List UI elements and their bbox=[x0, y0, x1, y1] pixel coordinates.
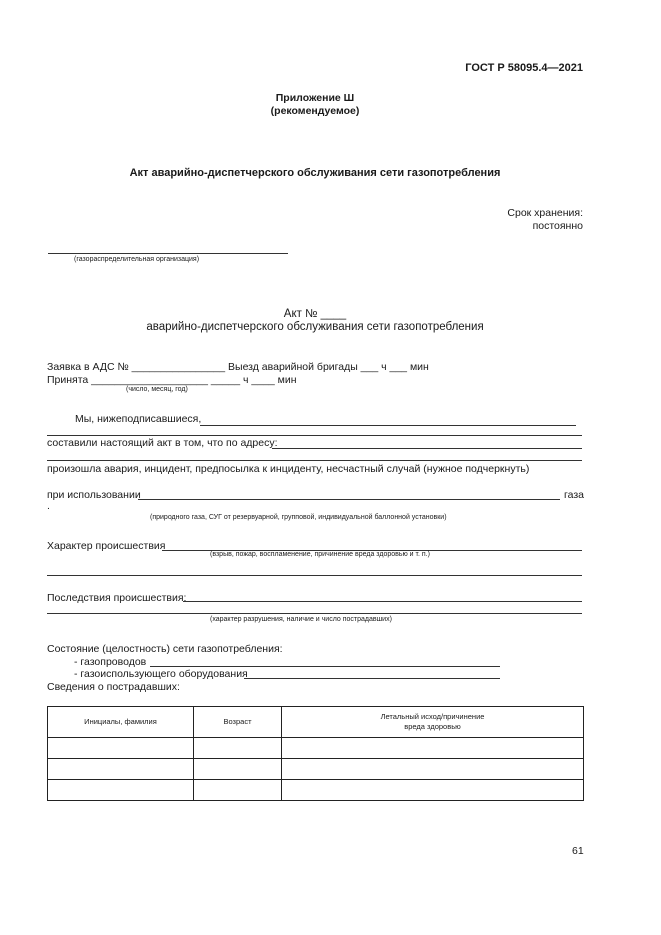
pipelines-line bbox=[150, 666, 500, 667]
equipment-line bbox=[244, 678, 500, 679]
address-line-2 bbox=[47, 460, 582, 461]
nature-line-2 bbox=[47, 575, 582, 576]
accepted-caption: (число, месяц, год) bbox=[126, 386, 188, 393]
appendix-title: Приложение Ш bbox=[275, 92, 355, 104]
table-cell[interactable] bbox=[48, 780, 194, 801]
table-cell[interactable] bbox=[194, 759, 282, 780]
using-line bbox=[138, 499, 560, 500]
pipelines-label: - газопроводов bbox=[74, 656, 147, 668]
undersigned-label: Мы, нижеподписавшиеся, bbox=[75, 413, 202, 425]
consequences-line-2 bbox=[47, 613, 582, 614]
undersigned-line-2 bbox=[47, 435, 582, 436]
table-cell[interactable] bbox=[282, 780, 584, 801]
col-outcome-header-text: Летальный исход/причинение вреда здоровью bbox=[380, 712, 485, 731]
table-cell[interactable] bbox=[48, 738, 194, 759]
storage-value: постоянно bbox=[532, 220, 583, 232]
act-subtitle: аварийно-диспетчерского обслуживания сети газопотребления bbox=[146, 321, 484, 333]
victims-info-label: Сведения о пострадавших: bbox=[47, 681, 180, 693]
equipment-label: - газоиспользующего оборудования bbox=[74, 668, 248, 680]
request-line: Заявка в АДС № ________________ Выезд аварийной бригады ___ ч ___ мин bbox=[47, 361, 429, 373]
using-dot: . bbox=[47, 500, 50, 512]
table-row bbox=[48, 738, 584, 759]
page-number: 61 bbox=[572, 845, 584, 857]
gas-caption: (природного газа, СУГ от резервуарной, групповой, индивидуальной баллонной установки) bbox=[150, 514, 447, 521]
col-age-header: Возраст bbox=[194, 707, 282, 738]
using-label: при использовании bbox=[47, 489, 141, 501]
table-cell[interactable] bbox=[282, 738, 584, 759]
occurred-text: произошла авария, инцидент, предпосылка к инциденту, несчастный случай (нужное подчеркнуть) bbox=[47, 463, 530, 475]
victims-table bbox=[47, 706, 584, 801]
organization-caption: (газораспределительная организация) bbox=[74, 256, 200, 263]
col-outcome-header bbox=[282, 707, 584, 738]
consequences-line bbox=[183, 601, 582, 602]
nature-label: Характер происшествия bbox=[47, 540, 166, 552]
table-row bbox=[48, 759, 584, 780]
table-cell[interactable] bbox=[194, 738, 282, 759]
table-row bbox=[48, 780, 584, 801]
state-label: Состояние (целостность) сети газопотребления: bbox=[47, 643, 283, 655]
table-cell[interactable] bbox=[48, 759, 194, 780]
consequences-caption: (характер разрушения, наличие и число пострадавших) bbox=[210, 616, 392, 623]
table-cell[interactable] bbox=[282, 759, 584, 780]
document-title: Акт аварийно-диспетчерского обслуживания сети газопотребления bbox=[129, 167, 501, 179]
address-line bbox=[272, 448, 582, 449]
standard-code: ГОСТ Р 58095.4—2021 bbox=[465, 62, 583, 74]
appendix-note: (рекомендуемое) bbox=[270, 105, 360, 117]
address-label: составили настоящий акт в том, что по адресу: bbox=[47, 437, 278, 449]
accepted-line: Принята ____________________ _____ ч ____ мин bbox=[47, 374, 297, 386]
consequences-label: Последствия происшествия: bbox=[47, 592, 187, 604]
table-cell[interactable] bbox=[194, 780, 282, 801]
col-name-header: Инициалы, фамилия bbox=[48, 707, 194, 738]
gas-label: газа bbox=[564, 489, 584, 501]
table-header-row bbox=[48, 707, 584, 738]
nature-caption: (взрыв, пожар, воспламенение, причинение вреда здоровью и т. п.) bbox=[210, 551, 430, 558]
storage-label: Срок хранения: bbox=[507, 207, 583, 219]
organization-line bbox=[48, 253, 288, 254]
undersigned-line bbox=[200, 425, 576, 426]
act-number: Акт № ____ bbox=[283, 308, 347, 320]
